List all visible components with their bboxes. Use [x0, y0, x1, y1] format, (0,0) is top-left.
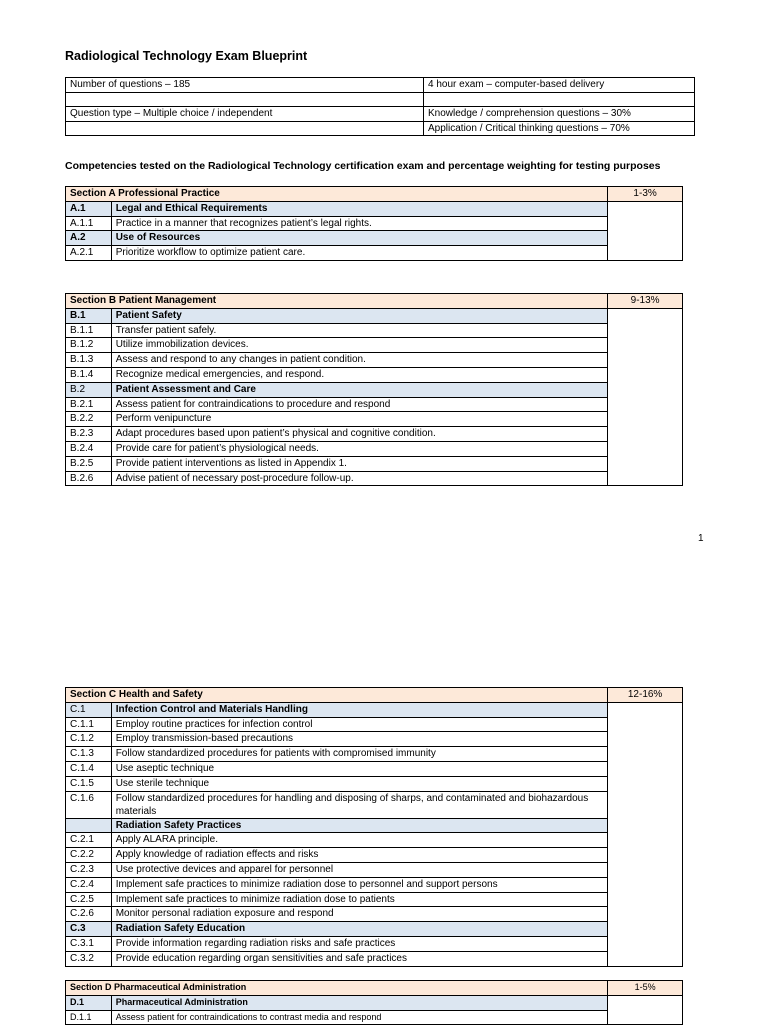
weight-blank	[608, 308, 683, 486]
competency-text: Infection Control and Materials Handling	[111, 702, 608, 717]
info-cell: 4 hour exam – computer-based delivery	[424, 78, 695, 93]
table-row	[66, 471, 683, 486]
competency-text: Transfer patient safely.	[111, 323, 608, 338]
competency-code: B.1.1	[66, 323, 112, 338]
competency-text: Use sterile technique	[111, 776, 608, 791]
competency-text: Prioritize workflow to optimize patient care.	[111, 246, 608, 261]
info-row	[66, 107, 695, 122]
competency-text: Radiation Safety Education	[111, 922, 608, 937]
section-heading: Section A Professional Practice	[66, 187, 608, 202]
info-row	[66, 121, 695, 136]
table-row	[66, 877, 683, 892]
competency-text: Apply ALARA principle.	[111, 833, 608, 848]
table-row	[66, 862, 683, 877]
competency-text: Use aseptic technique	[111, 761, 608, 776]
table-row	[66, 397, 683, 412]
competency-text: Assess patient for contraindications to procedure and respond	[111, 397, 608, 412]
table-row	[66, 907, 683, 922]
competency-text: Radiation Safety Practices	[111, 818, 608, 833]
competency-code: B.1	[66, 308, 112, 323]
competency-code: C.1.4	[66, 761, 112, 776]
section-heading: Section D Pharmaceutical Administration	[66, 981, 608, 996]
table-row	[66, 833, 683, 848]
competency-text: Perform venipuncture	[111, 412, 608, 427]
competency-code: D.1	[66, 995, 112, 1010]
competency-text: Adapt procedures based upon patient’s physical and cognitive condition.	[111, 427, 608, 442]
section-weight: 12-16%	[608, 688, 683, 703]
subsection-row	[66, 702, 683, 717]
competency-code: C.3.2	[66, 951, 112, 966]
info-cell: Knowledge / comprehension questions – 30%	[424, 107, 695, 122]
competency-code: B.1.4	[66, 367, 112, 382]
competency-code: A.1	[66, 201, 112, 216]
subsection-row	[66, 382, 683, 397]
competency-code: C.2.6	[66, 907, 112, 922]
section-heading: Section C Health and Safety	[66, 688, 608, 703]
section-heading-row	[66, 187, 683, 202]
section-a-table	[65, 186, 683, 261]
competency-text: Provide patient interventions as listed in Appendix 1.	[111, 456, 608, 471]
competency-text: Implement safe practices to minimize radiation dose to personnel and support persons	[111, 877, 608, 892]
table-row	[66, 456, 683, 471]
weight-blank	[608, 702, 683, 966]
competency-code: C.2.2	[66, 848, 112, 863]
competency-text: Follow standardized procedures for patients with compromised immunity	[111, 747, 608, 762]
competency-text: Patient Assessment and Care	[111, 382, 608, 397]
info-row	[66, 78, 695, 93]
table-row	[66, 441, 683, 456]
subsection-row	[66, 818, 683, 833]
weight-blank	[608, 201, 683, 260]
section-weight: 1-3%	[608, 187, 683, 202]
competency-code	[66, 818, 112, 833]
subsection-row	[66, 308, 683, 323]
competency-text: Provide care for patient’s physiological needs.	[111, 441, 608, 456]
section-heading: Section B Patient Management	[66, 294, 608, 309]
competency-code: C.3.1	[66, 936, 112, 951]
competency-text: Advise patient of necessary post-procedure follow-up.	[111, 471, 608, 486]
competency-code: B.2.3	[66, 427, 112, 442]
section-d-table	[65, 980, 683, 1025]
competency-code: B.2.4	[66, 441, 112, 456]
competency-code: D.1.1	[66, 1010, 112, 1025]
table-row	[66, 791, 683, 818]
competency-text: Practice in a manner that recognizes patient’s legal rights.	[111, 216, 608, 231]
info-cell: Application / Critical thinking questions – 70%	[424, 121, 695, 136]
table-row	[66, 338, 683, 353]
competency-text: Provide information regarding radiation risks and safe practices	[111, 936, 608, 951]
info-cell	[66, 121, 424, 136]
info-cell	[424, 92, 695, 107]
competency-code: B.2	[66, 382, 112, 397]
competencies-subtitle: Competencies tested on the Radiological Technology certification exam and percentage weighting for testing purposes	[65, 160, 661, 172]
table-row	[66, 936, 683, 951]
competency-text: Patient Safety	[111, 308, 608, 323]
table-row	[66, 747, 683, 762]
table-row	[66, 427, 683, 442]
competency-text: Utilize immobilization devices.	[111, 338, 608, 353]
competency-text: Pharmaceutical Administration	[111, 995, 608, 1010]
section-weight: 1-5%	[608, 981, 683, 996]
competency-code: C.2.4	[66, 877, 112, 892]
info-cell: Question type – Multiple choice / independent	[66, 107, 424, 122]
table-row	[66, 246, 683, 261]
competency-text: Follow standardized procedures for handling and disposing of sharps, and contaminated and biohazardous materials	[111, 791, 608, 818]
competency-code: C.1.5	[66, 776, 112, 791]
table-row	[66, 353, 683, 368]
table-row	[66, 216, 683, 231]
table-row	[66, 367, 683, 382]
competency-text: Apply knowledge of radiation effects and risks	[111, 848, 608, 863]
competency-text: Legal and Ethical Requirements	[111, 201, 608, 216]
competency-code: A.2.1	[66, 246, 112, 261]
table-row	[66, 776, 683, 791]
section-heading-row	[66, 294, 683, 309]
competency-code: A.1.1	[66, 216, 112, 231]
subsection-row	[66, 231, 683, 246]
competency-text: Assess patient for contraindications to contrast media and respond	[111, 1010, 608, 1025]
competency-text: Implement safe practices to minimize radiation dose to patients	[111, 892, 608, 907]
page-number: 1	[698, 533, 704, 544]
competency-code: A.2	[66, 231, 112, 246]
competency-text: Use of Resources	[111, 231, 608, 246]
competency-code: B.1.2	[66, 338, 112, 353]
table-row	[66, 1010, 683, 1025]
exam-info-table	[65, 77, 695, 136]
competency-text: Use protective devices and apparel for personnel	[111, 862, 608, 877]
competency-text: Employ routine practices for infection control	[111, 717, 608, 732]
competency-code: B.2.5	[66, 456, 112, 471]
table-row	[66, 717, 683, 732]
competency-code: C.2.5	[66, 892, 112, 907]
table-row	[66, 951, 683, 966]
competency-code: B.2.6	[66, 471, 112, 486]
competency-text: Assess and respond to any changes in patient condition.	[111, 353, 608, 368]
competency-code: C.2.3	[66, 862, 112, 877]
competency-code: B.2.2	[66, 412, 112, 427]
competency-code: C.1.6	[66, 791, 112, 818]
section-heading-row	[66, 981, 683, 996]
table-row	[66, 323, 683, 338]
subsection-row	[66, 995, 683, 1010]
competency-code: C.1.2	[66, 732, 112, 747]
info-row	[66, 92, 695, 107]
info-cell: Number of questions – 185	[66, 78, 424, 93]
table-row	[66, 412, 683, 427]
subsection-row	[66, 201, 683, 216]
table-row	[66, 761, 683, 776]
info-cell	[66, 92, 424, 107]
competency-text: Provide education regarding organ sensitivities and safe practices	[111, 951, 608, 966]
competency-code: B.1.3	[66, 353, 112, 368]
section-heading-row	[66, 688, 683, 703]
competency-text: Recognize medical emergencies, and respond.	[111, 367, 608, 382]
page-title: Radiological Technology Exam Blueprint	[65, 49, 308, 63]
competency-text: Monitor personal radiation exposure and respond	[111, 907, 608, 922]
competency-code: C.1.3	[66, 747, 112, 762]
section-b-table	[65, 293, 683, 486]
subsection-row	[66, 922, 683, 937]
table-row	[66, 892, 683, 907]
section-weight: 9-13%	[608, 294, 683, 309]
weight-blank	[608, 995, 683, 1025]
competency-text: Employ transmission-based precautions	[111, 732, 608, 747]
section-c-table	[65, 687, 683, 967]
competency-code: C.1	[66, 702, 112, 717]
competency-code: C.1.1	[66, 717, 112, 732]
table-row	[66, 848, 683, 863]
competency-code: C.2.1	[66, 833, 112, 848]
competency-code: C.3	[66, 922, 112, 937]
competency-code: B.2.1	[66, 397, 112, 412]
table-row	[66, 732, 683, 747]
